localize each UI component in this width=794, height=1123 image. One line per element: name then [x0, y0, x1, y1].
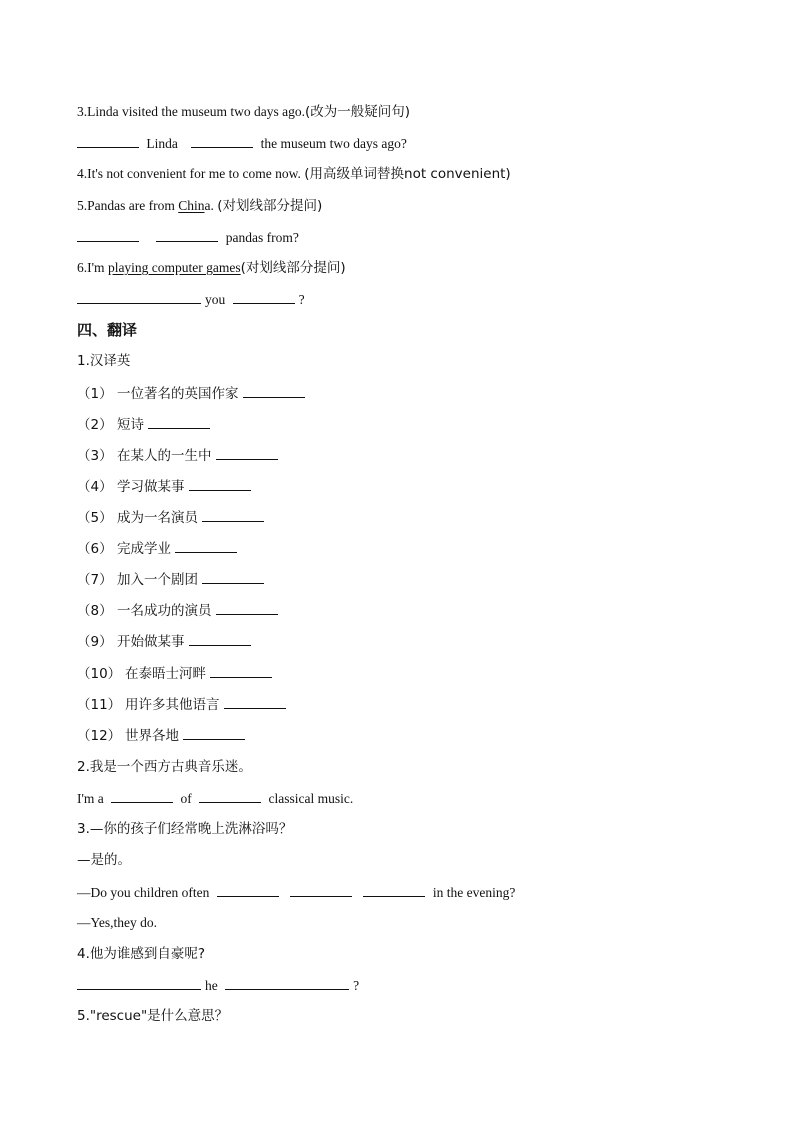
translate-2-answer — [77, 789, 353, 808]
item-text: 在某人的一生中 — [117, 448, 212, 464]
translate-3-reply-zh: —是的。 — [77, 852, 131, 868]
underlined-part: Chin — [178, 198, 205, 213]
answer-blank[interactable] — [77, 290, 201, 304]
question-3 — [77, 103, 410, 121]
item-number: （12） — [77, 728, 122, 744]
translate-item — [77, 415, 214, 434]
item-number: （7） — [77, 572, 113, 588]
answer-blank[interactable] — [225, 976, 349, 990]
answer-blank[interactable] — [156, 228, 218, 242]
answer-text: in the evening? — [432, 885, 516, 900]
question-6-text: 6.I'm — [77, 260, 108, 275]
translate-item — [77, 446, 282, 465]
question-4-text: 4.It's not convenient for me to come now. — [77, 166, 305, 181]
answer-text: classical music. — [268, 791, 354, 806]
question-5-note: (对划线部分提问) — [217, 198, 323, 214]
answer-word: of — [180, 791, 192, 806]
question-6 — [77, 259, 346, 277]
answer-text: ? — [353, 978, 360, 993]
translate-item — [77, 570, 268, 589]
answer-blank[interactable] — [202, 570, 264, 584]
question-6-answer — [77, 290, 305, 309]
question-5-answer — [77, 228, 299, 247]
answer-blank[interactable] — [175, 539, 237, 553]
answer-blank[interactable] — [202, 508, 264, 522]
translate-item — [77, 539, 241, 558]
translate-4-answer — [77, 976, 359, 995]
item-text: 成为一名演员 — [117, 510, 198, 526]
translate-item — [77, 508, 268, 527]
answer-blank[interactable] — [199, 789, 261, 803]
item-number: （5） — [77, 510, 113, 526]
item-number: （10） — [77, 666, 122, 682]
answer-blank[interactable] — [191, 134, 253, 148]
item-text: 加入一个剧团 — [117, 572, 198, 588]
answer-text: the museum two days ago? — [260, 136, 407, 151]
question-4 — [77, 165, 511, 183]
question-3-note: (改为一般疑问句) — [304, 104, 411, 120]
question-3-answer — [77, 134, 407, 153]
translate-item — [77, 632, 255, 651]
translate-item — [77, 726, 249, 745]
item-text: 一名成功的演员 — [117, 603, 212, 619]
answer-blank[interactable] — [77, 228, 139, 242]
translate-item — [77, 664, 276, 683]
translate-item — [77, 695, 290, 714]
item-number: （1） — [77, 386, 113, 402]
item-text: 世界各地 — [125, 728, 179, 744]
translate-3-reply-en: —Yes,they do. — [77, 915, 158, 930]
answer-blank[interactable] — [243, 384, 305, 398]
item-text: 短诗 — [117, 417, 144, 433]
underlined-part: playing computer games — [107, 260, 241, 275]
answer-blank[interactable] — [216, 601, 278, 615]
answer-text: I'm a — [77, 791, 104, 806]
answer-blank[interactable] — [216, 446, 278, 460]
answer-word: you — [205, 292, 226, 307]
item-text: 一位著名的英国作家 — [117, 386, 239, 402]
answer-text: —Do you children often — [77, 885, 210, 900]
question-5-text-end: a. — [204, 198, 218, 213]
translate-item — [77, 477, 255, 496]
answer-blank[interactable] — [233, 290, 295, 304]
translate-item — [77, 384, 309, 403]
section-heading: 四、翻译 — [77, 321, 138, 339]
item-text: 学习做某事 — [117, 479, 185, 495]
question-4-note: (用高级单词替换not convenient) — [304, 166, 511, 182]
item-number: （8） — [77, 603, 113, 619]
answer-blank[interactable] — [217, 883, 279, 897]
answer-blank[interactable] — [210, 664, 272, 678]
translate-3-answer — [77, 883, 515, 902]
question-3-text: 3.Linda visited the museum two days ago. — [77, 104, 305, 119]
answer-blank[interactable] — [111, 789, 173, 803]
item-text: 完成学业 — [117, 541, 171, 557]
answer-blank[interactable] — [363, 883, 425, 897]
answer-blank[interactable] — [189, 632, 251, 646]
translate-1-title: 1.汉译英 — [77, 353, 131, 369]
item-text: 开始做某事 — [117, 634, 185, 650]
answer-blank[interactable] — [224, 695, 286, 709]
item-number: （3） — [77, 448, 113, 464]
item-number: （2） — [77, 417, 113, 433]
item-number: （9） — [77, 634, 113, 650]
question-5 — [77, 197, 322, 215]
translate-5-title: 5."rescue"是什么意思？ — [77, 1008, 229, 1024]
answer-blank[interactable] — [77, 976, 201, 990]
item-number: （4） — [77, 479, 113, 495]
answer-text: ? — [298, 292, 305, 307]
item-text: 在泰晤士河畔 — [125, 666, 206, 682]
answer-text: pandas from? — [225, 230, 299, 245]
translate-2-title: 2.我是一个西方古典音乐迷。 — [77, 759, 252, 775]
answer-word: he — [205, 978, 218, 993]
item-number: （6） — [77, 541, 113, 557]
translate-4-title: 4.他为谁感到自豪呢? — [77, 946, 206, 962]
answer-word: Linda — [146, 136, 178, 151]
answer-blank[interactable] — [148, 415, 210, 429]
item-text: 用许多其他语言 — [125, 697, 220, 713]
answer-blank[interactable] — [189, 477, 251, 491]
question-6-note: (对划线部分提问) — [240, 260, 346, 276]
item-number: （11） — [77, 697, 122, 713]
translate-item — [77, 601, 282, 620]
translate-3-title: 3.—你的孩子们经常晚上洗淋浴吗？ — [77, 821, 293, 837]
answer-blank[interactable] — [290, 883, 352, 897]
question-5-text: 5.Pandas are from — [77, 198, 179, 213]
answer-blank[interactable] — [77, 134, 139, 148]
answer-blank[interactable] — [183, 726, 245, 740]
